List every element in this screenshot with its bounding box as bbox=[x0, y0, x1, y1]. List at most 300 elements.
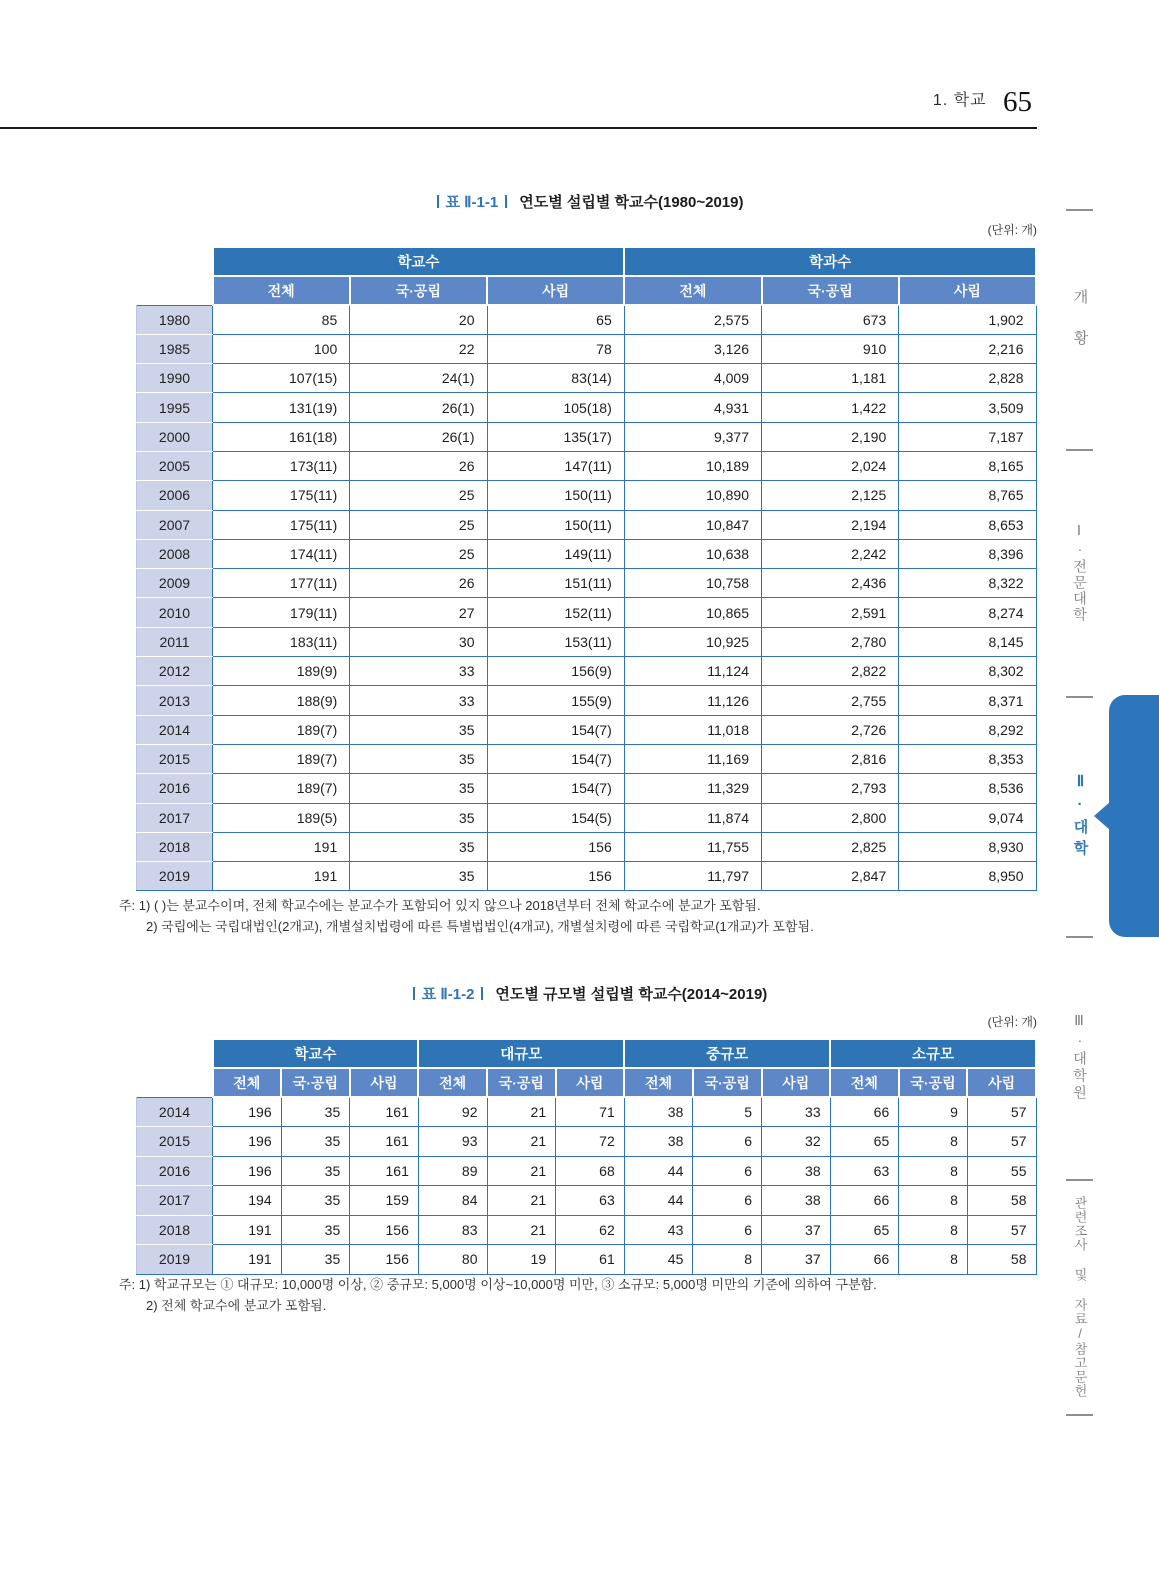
value-cell: 6 bbox=[693, 1215, 762, 1245]
active-section-tab bbox=[1109, 695, 1159, 937]
year-cell: 2017 bbox=[137, 803, 213, 832]
value-cell: 154(7) bbox=[487, 715, 624, 744]
year-cell: 2018 bbox=[137, 832, 213, 861]
value-cell: 4,931 bbox=[624, 393, 761, 422]
group-header-cell: 학과수 bbox=[624, 247, 1036, 276]
value-cell: 68 bbox=[556, 1156, 625, 1186]
value-cell: 175(11) bbox=[213, 481, 350, 510]
value-cell: 173(11) bbox=[213, 451, 350, 480]
value-cell: 8 bbox=[899, 1127, 968, 1157]
value-cell: 191 bbox=[213, 862, 350, 891]
value-cell: 35 bbox=[350, 715, 487, 744]
value-cell: 35 bbox=[281, 1097, 350, 1127]
value-cell: 25 bbox=[350, 481, 487, 510]
value-cell: 156 bbox=[350, 1215, 419, 1245]
year-cell: 2007 bbox=[137, 510, 213, 539]
value-cell: 2,825 bbox=[762, 832, 899, 861]
value-cell: 10,865 bbox=[624, 598, 761, 627]
value-cell: 66 bbox=[830, 1186, 899, 1216]
value-cell: 21 bbox=[487, 1127, 556, 1157]
table-row bbox=[137, 686, 1037, 715]
value-cell: 150(11) bbox=[487, 481, 624, 510]
value-cell: 154(7) bbox=[487, 774, 624, 803]
value-cell: 8 bbox=[693, 1245, 762, 1275]
value-cell: 179(11) bbox=[213, 598, 350, 627]
table-row bbox=[137, 1097, 1037, 1127]
group-header-cell: 학교수 bbox=[213, 247, 625, 276]
value-cell: 8,930 bbox=[899, 832, 1036, 861]
table-row bbox=[137, 510, 1037, 539]
value-cell: 188(9) bbox=[213, 686, 350, 715]
value-cell: 2,847 bbox=[762, 862, 899, 891]
value-cell: 161 bbox=[350, 1156, 419, 1186]
value-cell: 8,765 bbox=[899, 481, 1036, 510]
side-divider bbox=[1066, 936, 1093, 938]
table-row bbox=[137, 832, 1037, 861]
note-line: 2) 전체 학교수에 분교가 포함됨. bbox=[146, 1298, 327, 1313]
value-cell: 58 bbox=[967, 1186, 1036, 1216]
value-cell: 189(7) bbox=[213, 744, 350, 773]
table1-group-header-row bbox=[137, 247, 1037, 276]
value-cell: 26(1) bbox=[350, 393, 487, 422]
value-cell: 189(9) bbox=[213, 657, 350, 686]
year-cell: 2015 bbox=[137, 1127, 213, 1157]
year-cell: 2010 bbox=[137, 598, 213, 627]
value-cell: 11,124 bbox=[624, 657, 761, 686]
title-bar-icon bbox=[437, 195, 439, 208]
table-row bbox=[137, 803, 1037, 832]
value-cell: 26 bbox=[350, 569, 487, 598]
value-cell: 10,847 bbox=[624, 510, 761, 539]
table1-unit-label: (단위: 개) bbox=[987, 223, 1037, 237]
value-cell: 9 bbox=[899, 1097, 968, 1127]
value-cell: 2,793 bbox=[762, 774, 899, 803]
year-cell: 2008 bbox=[137, 539, 213, 568]
value-cell: 156(9) bbox=[487, 657, 624, 686]
value-cell: 10,189 bbox=[624, 451, 761, 480]
value-cell: 25 bbox=[350, 539, 487, 568]
value-cell: 149(11) bbox=[487, 539, 624, 568]
table-row bbox=[137, 422, 1037, 451]
sub-header-cell: 전체 bbox=[624, 1068, 693, 1097]
sub-header-cell: 전체 bbox=[213, 1068, 282, 1097]
value-cell: 194 bbox=[213, 1186, 282, 1216]
group-header-cell: 대규모 bbox=[418, 1039, 624, 1068]
value-cell: 6 bbox=[693, 1186, 762, 1216]
sub-header-cell: 사립 bbox=[556, 1068, 625, 1097]
sidebar-item-junior-college bbox=[1056, 455, 1104, 691]
sub-header-cell: 국·공립 bbox=[693, 1068, 762, 1097]
value-cell: 2,575 bbox=[624, 305, 761, 334]
table2-tag: 표 Ⅱ-1-2 bbox=[421, 986, 475, 1003]
value-cell: 189(5) bbox=[213, 803, 350, 832]
value-cell: 3,509 bbox=[899, 393, 1036, 422]
year-cell: 2015 bbox=[137, 744, 213, 773]
group-header-cell: 중규모 bbox=[624, 1039, 830, 1068]
value-cell: 83 bbox=[418, 1215, 487, 1245]
year-cell: 2016 bbox=[137, 774, 213, 803]
value-cell: 2,780 bbox=[762, 627, 899, 656]
value-cell: 57 bbox=[967, 1127, 1036, 1157]
table2-schools-by-size bbox=[136, 1038, 1037, 1275]
value-cell: 2,828 bbox=[899, 364, 1036, 393]
value-cell: 8 bbox=[899, 1245, 968, 1275]
sidebar-item-label: 관련조사 및 자료/참고문헌 bbox=[1072, 1196, 1088, 1398]
value-cell: 2,591 bbox=[762, 598, 899, 627]
value-cell: 5 bbox=[693, 1097, 762, 1127]
value-cell: 32 bbox=[762, 1127, 831, 1157]
value-cell: 57 bbox=[967, 1097, 1036, 1127]
value-cell: 35 bbox=[350, 774, 487, 803]
title-bar-icon bbox=[481, 987, 483, 1000]
value-cell: 19 bbox=[487, 1245, 556, 1275]
table1-title-text: 연도별 설립별 학교수(1980~2019) bbox=[519, 194, 744, 211]
value-cell: 21 bbox=[487, 1215, 556, 1245]
sidebar-item-graduate-school bbox=[1056, 940, 1104, 1174]
value-cell: 161 bbox=[350, 1097, 419, 1127]
group-header-cell: 학교수 bbox=[213, 1039, 419, 1068]
sidebar-item-university-active bbox=[1056, 700, 1104, 932]
value-cell: 2,190 bbox=[762, 422, 899, 451]
value-cell: 161(18) bbox=[213, 422, 350, 451]
table-row bbox=[137, 305, 1037, 334]
value-cell: 35 bbox=[281, 1186, 350, 1216]
value-cell: 189(7) bbox=[213, 715, 350, 744]
value-cell: 3,126 bbox=[624, 334, 761, 363]
value-cell: 9,377 bbox=[624, 422, 761, 451]
value-cell: 20 bbox=[350, 305, 487, 334]
sub-header-cell: 국·공립 bbox=[281, 1068, 350, 1097]
value-cell: 177(11) bbox=[213, 569, 350, 598]
sub-header-cell: 국·공립 bbox=[487, 1068, 556, 1097]
table-row bbox=[137, 862, 1037, 891]
value-cell: 35 bbox=[350, 803, 487, 832]
sub-header-cell: 사립 bbox=[487, 276, 624, 305]
sub-header-cell: 전체 bbox=[418, 1068, 487, 1097]
value-cell: 11,169 bbox=[624, 744, 761, 773]
value-cell: 8 bbox=[899, 1156, 968, 1186]
corner-cell bbox=[137, 1039, 213, 1068]
year-cell: 1985 bbox=[137, 334, 213, 363]
side-divider bbox=[1066, 696, 1093, 698]
value-cell: 44 bbox=[624, 1186, 693, 1216]
page-number: 65 bbox=[1003, 86, 1032, 118]
value-cell: 147(11) bbox=[487, 451, 624, 480]
value-cell: 38 bbox=[762, 1156, 831, 1186]
year-cell: 2019 bbox=[137, 1245, 213, 1275]
sub-header-cell: 사립 bbox=[350, 1068, 419, 1097]
value-cell: 2,800 bbox=[762, 803, 899, 832]
value-cell: 8,145 bbox=[899, 627, 1036, 656]
value-cell: 10,925 bbox=[624, 627, 761, 656]
value-cell: 1,422 bbox=[762, 393, 899, 422]
value-cell: 26(1) bbox=[350, 422, 487, 451]
value-cell: 9,074 bbox=[899, 803, 1036, 832]
value-cell: 21 bbox=[487, 1186, 556, 1216]
value-cell: 37 bbox=[762, 1215, 831, 1245]
value-cell: 22 bbox=[350, 334, 487, 363]
sub-header-cell: 국·공립 bbox=[899, 1068, 968, 1097]
sub-header-cell: 전체 bbox=[830, 1068, 899, 1097]
table2-unit-label: (단위: 개) bbox=[987, 1015, 1037, 1029]
value-cell: 61 bbox=[556, 1245, 625, 1275]
year-cell: 2006 bbox=[137, 481, 213, 510]
value-cell: 1,181 bbox=[762, 364, 899, 393]
value-cell: 92 bbox=[418, 1097, 487, 1127]
value-cell: 38 bbox=[624, 1127, 693, 1157]
table1-body bbox=[137, 305, 1037, 891]
value-cell: 156 bbox=[350, 1245, 419, 1275]
value-cell: 2,194 bbox=[762, 510, 899, 539]
value-cell: 38 bbox=[624, 1097, 693, 1127]
year-cell: 2014 bbox=[137, 715, 213, 744]
value-cell: 156 bbox=[487, 832, 624, 861]
year-cell: 2017 bbox=[137, 1186, 213, 1216]
value-cell: 8,371 bbox=[899, 686, 1036, 715]
table-row bbox=[137, 364, 1037, 393]
value-cell: 8,322 bbox=[899, 569, 1036, 598]
sub-header-cell: 전체 bbox=[213, 276, 350, 305]
value-cell: 35 bbox=[281, 1245, 350, 1275]
value-cell: 27 bbox=[350, 598, 487, 627]
value-cell: 44 bbox=[624, 1156, 693, 1186]
value-cell: 174(11) bbox=[213, 539, 350, 568]
table2-group-header-row bbox=[137, 1039, 1037, 1068]
value-cell: 65 bbox=[487, 305, 624, 334]
value-cell: 152(11) bbox=[487, 598, 624, 627]
corner-cell bbox=[137, 247, 213, 276]
value-cell: 191 bbox=[213, 1245, 282, 1275]
value-cell: 6 bbox=[693, 1156, 762, 1186]
value-cell: 196 bbox=[213, 1097, 282, 1127]
table-row bbox=[137, 744, 1037, 773]
sub-header-cell: 사립 bbox=[762, 1068, 831, 1097]
value-cell: 25 bbox=[350, 510, 487, 539]
value-cell: 155(9) bbox=[487, 686, 624, 715]
value-cell: 71 bbox=[556, 1097, 625, 1127]
year-cell: 2019 bbox=[137, 862, 213, 891]
value-cell: 37 bbox=[762, 1245, 831, 1275]
sub-header-cell: 전체 bbox=[624, 276, 761, 305]
value-cell: 24(1) bbox=[350, 364, 487, 393]
sidebar-item-label: Ⅰ·전문대학 bbox=[1072, 523, 1088, 623]
value-cell: 2,242 bbox=[762, 539, 899, 568]
table-row bbox=[137, 657, 1037, 686]
table-row bbox=[137, 393, 1037, 422]
header-rule bbox=[0, 127, 1037, 129]
table1-sub-header-row bbox=[137, 276, 1037, 305]
value-cell: 105(18) bbox=[487, 393, 624, 422]
value-cell: 156 bbox=[487, 862, 624, 891]
value-cell: 153(11) bbox=[487, 627, 624, 656]
value-cell: 2,024 bbox=[762, 451, 899, 480]
value-cell: 8,653 bbox=[899, 510, 1036, 539]
table2-body bbox=[137, 1097, 1037, 1274]
table2-notes bbox=[119, 1274, 1039, 1316]
table1-schools-by-year bbox=[136, 246, 1037, 891]
value-cell: 8,396 bbox=[899, 539, 1036, 568]
value-cell: 26 bbox=[350, 451, 487, 480]
value-cell: 154(7) bbox=[487, 744, 624, 773]
year-cell: 2009 bbox=[137, 569, 213, 598]
value-cell: 11,797 bbox=[624, 862, 761, 891]
sidebar-item-label: Ⅲ·대학원 bbox=[1072, 1012, 1088, 1102]
value-cell: 66 bbox=[830, 1097, 899, 1127]
value-cell: 159 bbox=[350, 1186, 419, 1216]
value-cell: 6 bbox=[693, 1127, 762, 1157]
value-cell: 2,816 bbox=[762, 744, 899, 773]
year-cell: 2012 bbox=[137, 657, 213, 686]
value-cell: 4,009 bbox=[624, 364, 761, 393]
note-line: 주: 1) ( )는 분교수이며, 전체 학교수에는 분교수가 포함되어 있지 않으나 2018년부터 전체 학교수에 분교가 포함됨. bbox=[119, 898, 761, 913]
value-cell: 80 bbox=[418, 1245, 487, 1275]
value-cell: 63 bbox=[830, 1156, 899, 1186]
value-cell: 910 bbox=[762, 334, 899, 363]
year-cell: 1980 bbox=[137, 305, 213, 334]
year-cell: 2000 bbox=[137, 422, 213, 451]
table-row bbox=[137, 1245, 1037, 1275]
table-row bbox=[137, 715, 1037, 744]
value-cell: 161 bbox=[350, 1127, 419, 1157]
value-cell: 131(19) bbox=[213, 393, 350, 422]
table1-tag: 표 Ⅱ-1-1 bbox=[445, 194, 499, 211]
value-cell: 43 bbox=[624, 1215, 693, 1245]
value-cell: 2,436 bbox=[762, 569, 899, 598]
value-cell: 35 bbox=[281, 1127, 350, 1157]
value-cell: 191 bbox=[213, 832, 350, 861]
value-cell: 65 bbox=[830, 1215, 899, 1245]
value-cell: 84 bbox=[418, 1186, 487, 1216]
value-cell: 35 bbox=[281, 1215, 350, 1245]
value-cell: 8,165 bbox=[899, 451, 1036, 480]
value-cell: 10,890 bbox=[624, 481, 761, 510]
side-divider bbox=[1066, 449, 1093, 451]
sidebar-item-overview bbox=[1056, 215, 1104, 445]
value-cell: 35 bbox=[350, 832, 487, 861]
value-cell: 45 bbox=[624, 1245, 693, 1275]
sub-header-cell: 사립 bbox=[967, 1068, 1036, 1097]
note-line: 2) 국립에는 국립대법인(2개교), 개별설치법령에 따른 특별법법인(4개교), 개별설치령에 따른 국립학교(1개교)가 포함됨. bbox=[146, 919, 814, 934]
table-row bbox=[137, 1156, 1037, 1186]
table-row bbox=[137, 627, 1037, 656]
table-row bbox=[137, 451, 1037, 480]
sidebar-item-label: 개황 bbox=[1071, 289, 1089, 371]
table-row bbox=[137, 774, 1037, 803]
value-cell: 33 bbox=[350, 686, 487, 715]
value-cell: 38 bbox=[762, 1186, 831, 1216]
note-line: 주: 1) 학교규모는 ① 대규모: 10,000명 이상, ② 중규모: 5,000명 이상~10,000명 미만, ③ 소규모: 5,000명 미만의 기준에 의하여 구분함. bbox=[119, 1277, 877, 1292]
table2-sub-header-row bbox=[137, 1068, 1037, 1097]
value-cell: 63 bbox=[556, 1186, 625, 1216]
corner-cell bbox=[137, 276, 213, 305]
value-cell: 89 bbox=[418, 1156, 487, 1186]
table-row bbox=[137, 334, 1037, 363]
value-cell: 33 bbox=[762, 1097, 831, 1127]
table1-notes bbox=[119, 895, 1039, 937]
value-cell: 151(11) bbox=[487, 569, 624, 598]
value-cell: 8,950 bbox=[899, 862, 1036, 891]
year-cell: 2013 bbox=[137, 686, 213, 715]
value-cell: 78 bbox=[487, 334, 624, 363]
table-row bbox=[137, 1127, 1037, 1157]
value-cell: 191 bbox=[213, 1215, 282, 1245]
value-cell: 58 bbox=[967, 1245, 1036, 1275]
value-cell: 150(11) bbox=[487, 510, 624, 539]
value-cell: 8 bbox=[899, 1215, 968, 1245]
sub-header-cell: 국·공립 bbox=[350, 276, 487, 305]
value-cell: 35 bbox=[281, 1156, 350, 1186]
sub-header-cell: 국·공립 bbox=[762, 276, 899, 305]
value-cell: 55 bbox=[967, 1156, 1036, 1186]
sidebar-item-label: Ⅱ·대학 bbox=[1071, 771, 1089, 861]
value-cell: 196 bbox=[213, 1127, 282, 1157]
value-cell: 10,758 bbox=[624, 569, 761, 598]
side-divider bbox=[1066, 209, 1093, 211]
side-divider bbox=[1066, 1414, 1093, 1416]
value-cell: 154(5) bbox=[487, 803, 624, 832]
value-cell: 2,125 bbox=[762, 481, 899, 510]
value-cell: 196 bbox=[213, 1156, 282, 1186]
sub-header-cell: 사립 bbox=[899, 276, 1036, 305]
table-row bbox=[137, 569, 1037, 598]
table-row bbox=[137, 481, 1037, 510]
value-cell: 35 bbox=[350, 862, 487, 891]
page-header bbox=[0, 86, 1032, 119]
value-cell: 62 bbox=[556, 1215, 625, 1245]
year-cell: 1995 bbox=[137, 393, 213, 422]
table-row bbox=[137, 1215, 1037, 1245]
value-cell: 189(7) bbox=[213, 774, 350, 803]
table-row bbox=[137, 598, 1037, 627]
sidebar-item-references bbox=[1056, 1183, 1104, 1411]
value-cell: 21 bbox=[487, 1097, 556, 1127]
year-cell: 2016 bbox=[137, 1156, 213, 1186]
value-cell: 66 bbox=[830, 1245, 899, 1275]
value-cell: 83(14) bbox=[487, 364, 624, 393]
year-cell: 2018 bbox=[137, 1215, 213, 1245]
value-cell: 8,536 bbox=[899, 774, 1036, 803]
value-cell: 11,126 bbox=[624, 686, 761, 715]
table-row bbox=[137, 1186, 1037, 1216]
corner-cell bbox=[137, 1068, 213, 1097]
value-cell: 10,638 bbox=[624, 539, 761, 568]
value-cell: 175(11) bbox=[213, 510, 350, 539]
table1-title bbox=[136, 191, 1037, 212]
side-divider bbox=[1066, 1179, 1093, 1181]
section-label: 1. 학교 bbox=[932, 92, 987, 109]
value-cell: 8,353 bbox=[899, 744, 1036, 773]
value-cell: 1,902 bbox=[899, 305, 1036, 334]
value-cell: 673 bbox=[762, 305, 899, 334]
value-cell: 8 bbox=[899, 1186, 968, 1216]
value-cell: 11,755 bbox=[624, 832, 761, 861]
value-cell: 35 bbox=[350, 744, 487, 773]
table-row bbox=[137, 539, 1037, 568]
title-bar-icon bbox=[413, 987, 415, 1000]
value-cell: 11,874 bbox=[624, 803, 761, 832]
value-cell: 65 bbox=[830, 1127, 899, 1157]
group-header-cell: 소규모 bbox=[830, 1039, 1036, 1068]
year-cell: 2014 bbox=[137, 1097, 213, 1127]
value-cell: 85 bbox=[213, 305, 350, 334]
value-cell: 2,822 bbox=[762, 657, 899, 686]
value-cell: 11,329 bbox=[624, 774, 761, 803]
table2-title-text: 연도별 규모별 설립별 학교수(2014~2019) bbox=[495, 986, 768, 1003]
value-cell: 21 bbox=[487, 1156, 556, 1186]
value-cell: 72 bbox=[556, 1127, 625, 1157]
value-cell: 2,726 bbox=[762, 715, 899, 744]
year-cell: 2011 bbox=[137, 627, 213, 656]
